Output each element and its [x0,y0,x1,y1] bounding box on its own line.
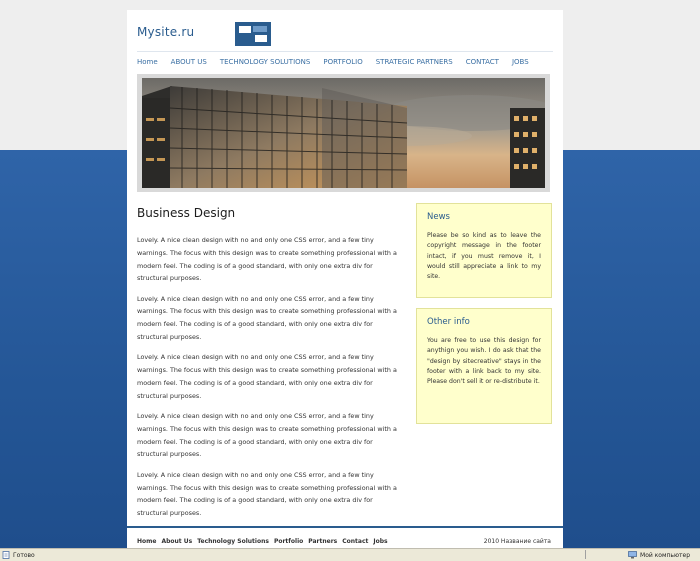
nav-home[interactable]: Home [137,58,158,66]
other-info-title: Other info [427,317,470,327]
footer-link-contact[interactable]: Contact [342,538,369,545]
browser-status-bar [0,548,700,561]
other-info-box [416,308,552,424]
content-paragraph: Lovely. A nice clean design with no and only one CSS error, and a few tiny warnings. The focus with this design was to create something professional with a modern feel. The coding is of a good standard, with only one extra div for structural purposes. [137,412,397,459]
footer-link-home[interactable]: Home [137,538,157,545]
content-paragraph: Lovely. A nice clean design with no and only one CSS error, and a few tiny warnings. The focus with this design was to create something professional with a modern feel. The coding is of a good standard, with only one extra div for structural purposes. [137,294,397,342]
footer [127,526,563,550]
status-text: Готово [13,551,35,559]
status-separator [585,550,586,559]
building-banner-image [142,78,545,188]
status-right [628,551,690,559]
footer-link-about-us[interactable]: About Us [161,538,193,545]
main-nav [137,58,529,70]
status-left [2,551,35,559]
footer-nav [137,538,388,545]
footer-link-jobs[interactable]: Jobs [373,538,388,545]
footer-link-portfolio[interactable]: Portfolio [273,538,304,545]
computer-icon [628,551,637,559]
site-title[interactable]: Mysite.ru [137,25,195,39]
zone-text: Мой компьютер [640,551,690,559]
nav-strategic-partners[interactable]: STRATEGIC PARTNERS [375,58,453,66]
page-heading: Business Design [137,206,236,220]
footer-link-technology-solutions[interactable]: Technology Solutions [197,538,269,545]
footer-copyright: 2010 Название сайта [483,538,551,545]
news-text: Please be so kind as to leave the copyright message in the footer intact, if you must remove it, I would still appreciate a link to my site. [427,232,541,281]
nav-technology-solutions[interactable]: TECHNOLOGY SOLUTIONS [219,58,311,66]
header-banner [137,74,550,192]
nav-contact[interactable]: CONTACT [465,58,499,66]
header-divider [137,51,553,52]
logo-mark-icon [235,22,271,46]
nav-jobs[interactable]: JOBS [511,58,529,66]
content-paragraph: Lovely. A nice clean design with no and only one CSS error, and a few tiny warnings. The focus with this design was to create something professional with a modern feel. The coding is of a good standard, with only one extra div for structural purposes. [137,470,397,518]
content-paragraph: Lovely. A nice clean design with no and only one CSS error, and a few tiny warnings. The focus with this design was to create something professional with a modern feel. The coding is of a good standard, with only one extra div for structural purposes. [137,353,397,400]
other-info-text: You are free to use this design for anythign you wish. I do ask that the "design by sitecreative" stays in the footer with a link back to my site. Please don't sell it or re-distribute it. [427,337,541,386]
footer-link-partners[interactable]: Partners [308,538,338,545]
main-content [137,234,402,527]
page-icon [2,551,10,559]
page-container [127,10,563,548]
news-box [416,203,552,298]
nav-about-us[interactable]: ABOUT US [170,58,207,66]
news-title: News [427,212,450,222]
content-paragraph: Lovely. A nice clean design with no and only one CSS error, and a few tiny warnings. The focus with this design was to create something professional with a modern feel. The coding is of a good standard, with only one extra div for structural purposes. [137,236,397,283]
nav-portfolio[interactable]: PORTFOLIO [323,58,363,66]
